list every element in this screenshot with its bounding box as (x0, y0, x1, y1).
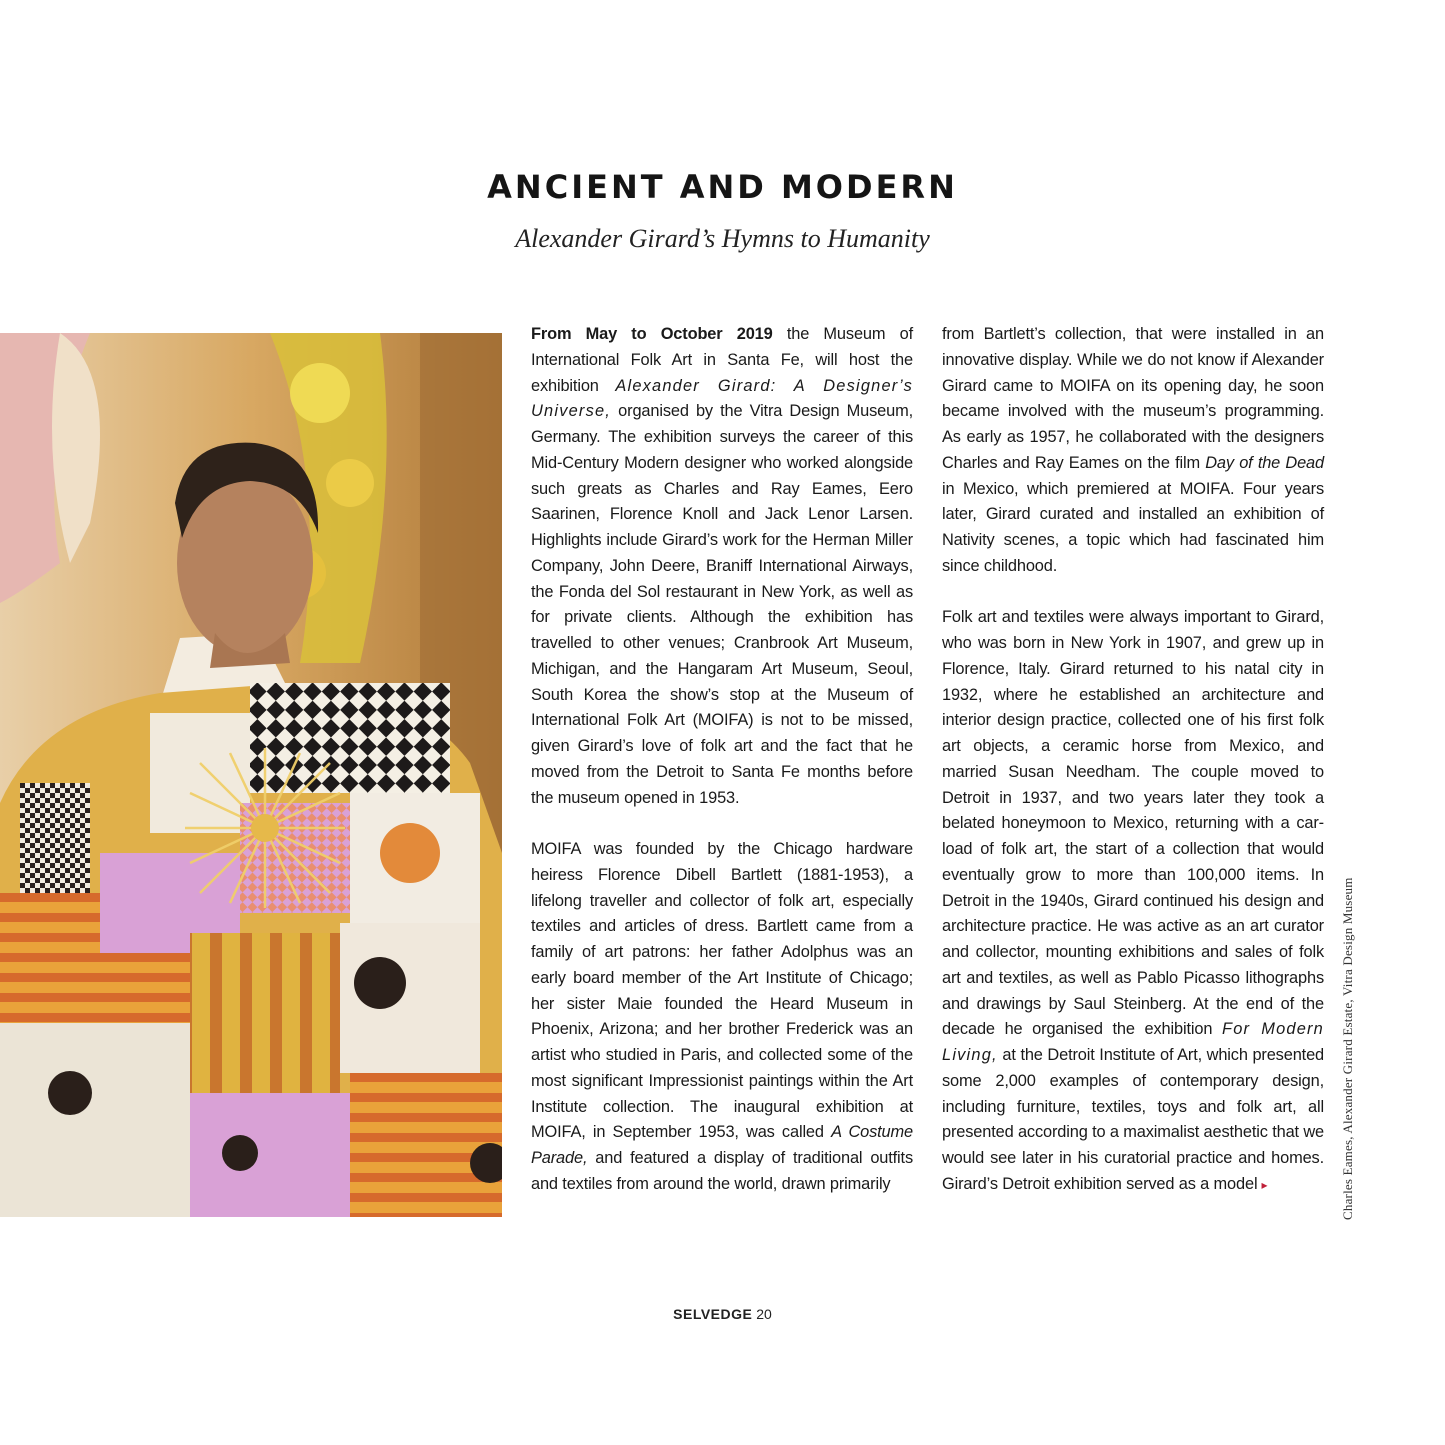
paragraph-text: in Mexico, which premiered at MOIFA. Four years later, Girard curated and installed an exhibition of Nativity scenes, a topic which had fascinated him since childhood. (942, 479, 1324, 575)
paragraph-text: at the Detroit Institute of Art, which presented some 2,000 examples of contemporary design, including furniture, textiles, toys and folk art, all presented according to a maximalist aesthetic that we would see later in his curatorial practice and homes. Girard’s Detroit exhibition served as a model (942, 1046, 1324, 1193)
paragraph-text: Folk art and textiles were always important to Girard, who was born in New York in 1907, and grew up in Florence, Italy. Girard returned to his natal city in 1932, where he established an architecture and interior design practice, collected one of his first folk art objects, a ceramic horse from Mexico, and married Susan Needham. The couple moved to Detroit in 1937, and two years later they took a belated honeymoon to Mexico, returning with a car-load of folk art, the start of a collection that would eventually grow to more than 100,000 items. In Detroit in the 1940s, Girard continued his design and architecture practice. He was active as an art curator and collector, mounting exhibitions and sales of folk art and textiles, as well as Pablo Picasso lithographs and drawings by Saul Steinberg. At the end of the decade he organised the exhibition (942, 608, 1324, 1039)
paragraph-text: MOIFA was founded by the Chicago hardware heiress Florence Dibell Bartlett (1881-1953), a lifelong traveller and collector of folk art, especially textiles and articles of dress. Bartlett came from a family of art patrons: her father Adolphus was an early board member of the Art Institute of Chicago; her sister Maie founded the Heard Museum in Phoenix, Arizona; and her brother Frederick was an artist who studied in Paris, and collected some of the most significant Impressionist paintings within the Art Institute collection. The inaugural exhibition at MOIFA, in September 1953, was called (531, 840, 913, 1142)
film-title: Day of the Dead (1205, 453, 1324, 472)
page-number: 20 (756, 1306, 772, 1322)
lead-in: From May to October 2019 (531, 325, 773, 343)
paragraph-text: organised by the Vitra Design Museum, Germany. The exhibition surveys the career of this Mid-Century Modern designer who worked alongside such greats as Charles and Ray Eames, Eero Saarinen, Florence Knoll and Jack Lenor Larsen. Highlights include Girard’s work for the Herman Miller Company, John Deere, Braniff International Airways, the Fonda del Sol restaurant in New York, as well as for private clients. Although the exhibition has travelled to other venues; Cranbrook Art Museum, Michigan, and the Hangaram Art Museum, Seoul, South Korea the show’s stop at the Museum of International Folk Art (MOIFA) is not to be missed, given Girard’s love of folk art and the fact that he moved from the Detroit to Santa Fe months before the museum opened in 1953. (531, 402, 913, 807)
exhibition-title: A Costume Parade, (531, 1123, 913, 1167)
paragraph (531, 322, 913, 811)
article-title: ANCIENT AND MODERN (487, 168, 958, 206)
exhibition-title: Alexander Girard: A Designer’s Universe, (531, 376, 913, 421)
portrait-photo (0, 333, 502, 1217)
page-footer (0, 1306, 1445, 1322)
paragraph (942, 322, 1324, 580)
photo-credit: Charles Eames, Alexander Girard Estate, Vitra Design Museum (1340, 877, 1355, 1220)
paragraph-text: from Bartlett’s collection, that were installed in an innovative display. While we do not know if Alexander Girard came to MOIFA on its opening day, he soon became involved with the museum’s programming. As early as 1957, he collaborated with the designers Charles and Ray Eames on the film (942, 325, 1324, 472)
text-column-1 (531, 322, 913, 1198)
continue-arrow-icon: ▸ (1261, 1177, 1268, 1192)
paragraph-text: the Museum of International Folk Art in Santa Fe, will host the exhibition (531, 325, 913, 395)
magazine-name: SELVEDGE (673, 1306, 753, 1322)
text-column-2 (942, 322, 1324, 1199)
paragraph-text: and featured a display of traditional outfits and textiles from around the world, drawn primarily (531, 1149, 913, 1193)
paragraph (942, 605, 1324, 1198)
paragraph (531, 837, 913, 1198)
article-subtitle: Alexander Girard’s Hymns to Humanity (515, 224, 930, 253)
exhibition-title: For Modern Living, (942, 1020, 1324, 1064)
